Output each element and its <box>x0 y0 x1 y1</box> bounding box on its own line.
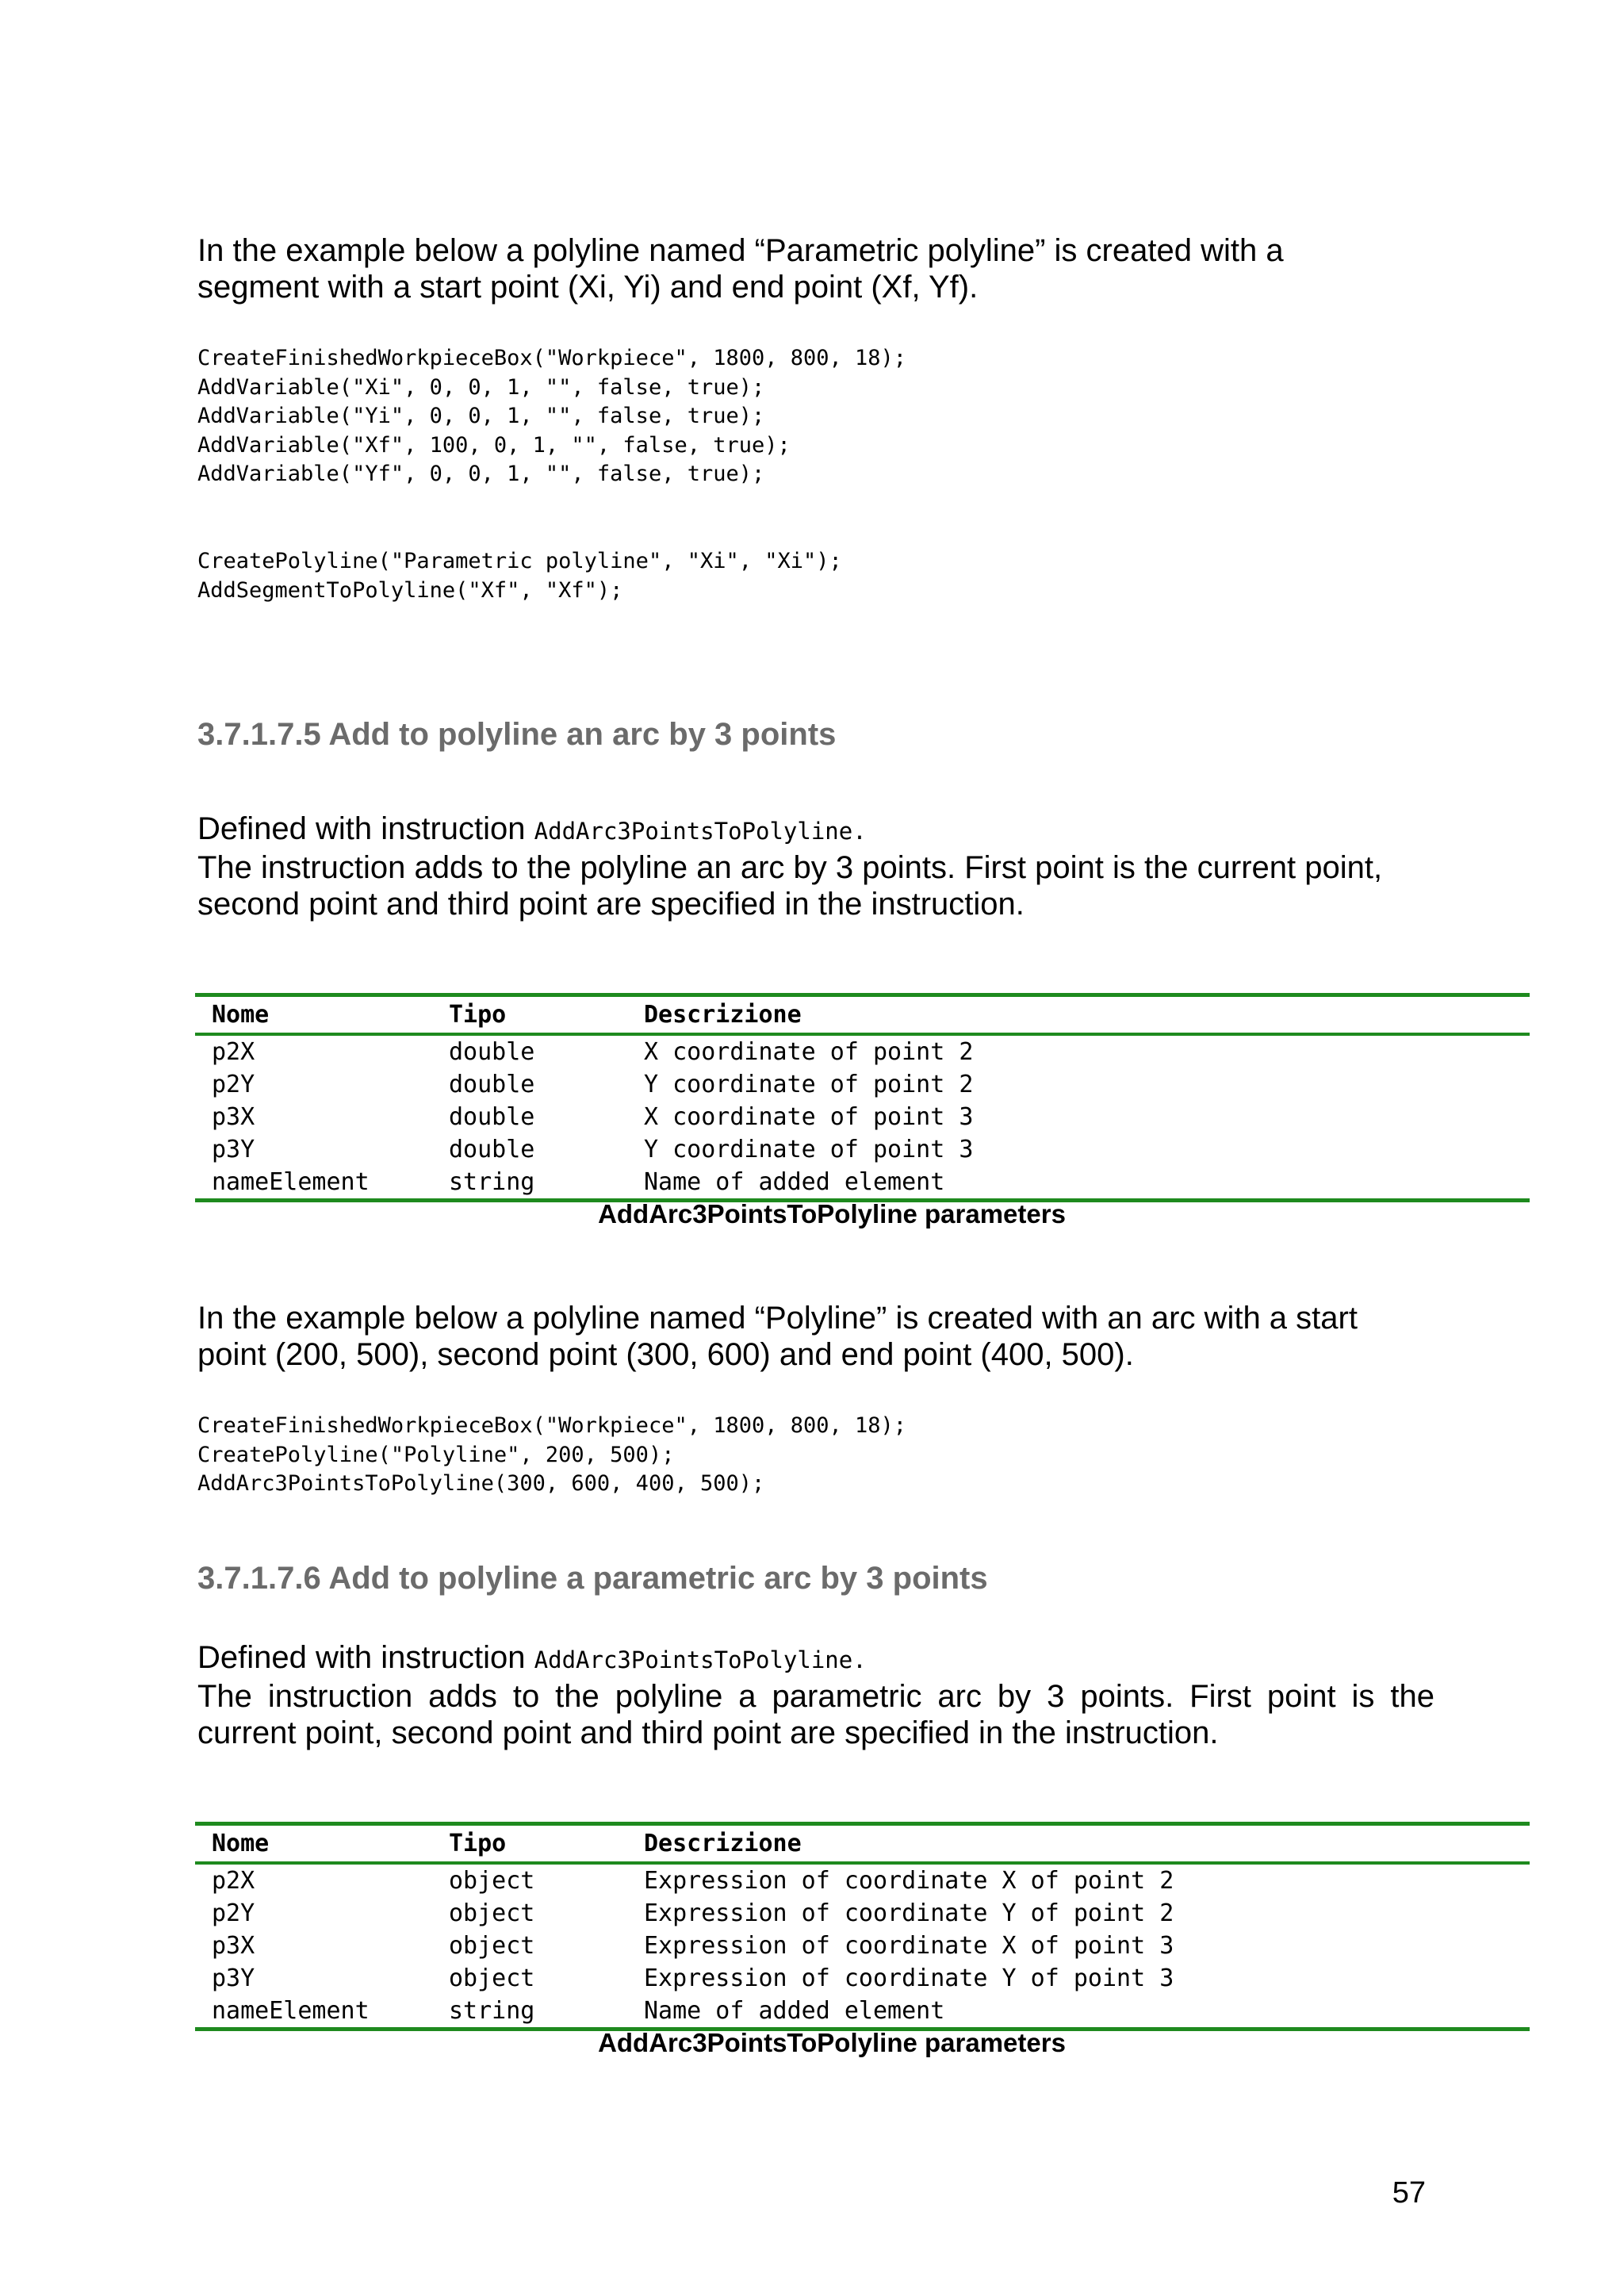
param-description: Name of added element <box>644 1168 945 1196</box>
instruction-name: AddArc3PointsToPolyline. <box>534 1646 867 1673</box>
param-type: double <box>449 1038 535 1066</box>
param-type: double <box>449 1071 535 1098</box>
header-descrizione: Descrizione <box>644 1830 802 1857</box>
param-name: p2Y <box>212 1899 255 1927</box>
instruction-name: AddArc3PointsToPolyline. <box>534 818 867 845</box>
parameters-table-arc <box>195 993 1530 1202</box>
param-name: p3X <box>212 1932 255 1960</box>
param-name: p2X <box>212 1867 255 1895</box>
table-caption: AddArc3PointsToPolyline parameters <box>598 1199 1066 1228</box>
defined-with-line <box>197 1639 1434 1678</box>
header-nome: Nome <box>212 1830 270 1857</box>
example-line-2: point (200, 500), second point (300, 600) and end point (400, 500). <box>197 1337 1134 1372</box>
section6-desc-line-2: current point, second point and third point are specified in the instruction. <box>197 1715 1219 1750</box>
param-description: Y coordinate of point 3 <box>644 1136 974 1163</box>
table-row <box>195 1865 1530 1897</box>
document-page <box>197 0 1530 2296</box>
section-heading-arc-3-points: 3.7.1.7.5 Add to polyline an arc by 3 points <box>197 717 837 752</box>
param-type: object <box>449 1932 535 1960</box>
table-row <box>195 1962 1530 1995</box>
table-row <box>195 1101 1530 1133</box>
param-name: p2Y <box>212 1071 255 1098</box>
param-type: string <box>449 1168 535 1196</box>
intro-paragraph <box>197 232 1284 305</box>
parameters-table-parametric-arc <box>195 1822 1530 2031</box>
table-header-row <box>195 1826 1530 1865</box>
param-name: nameElement <box>212 1168 370 1196</box>
section5-example-paragraph <box>197 1300 1358 1373</box>
param-description: Y coordinate of point 2 <box>644 1071 974 1098</box>
param-description: Expression of coordinate X of point 2 <box>644 1867 1174 1895</box>
code-block-arc-example: CreateFinishedWorkpieceBox("Workpiece", 1800, 800, 18); CreatePolyline("Polyline", 200, 500); AddArc3PointsToPolyline(300, 600, 400, 500); <box>197 1413 907 1496</box>
section5-description <box>197 811 1382 922</box>
param-type: object <box>449 1964 535 1992</box>
example-line-1: In the example below a polyline named “Polyline” is created with an arc with a start <box>197 1301 1358 1336</box>
table-row <box>195 1930 1530 1962</box>
table-row <box>195 1133 1530 1166</box>
header-descrizione: Descrizione <box>644 1001 802 1029</box>
param-type: double <box>449 1136 535 1163</box>
param-name: p3X <box>212 1103 255 1131</box>
defined-with-line <box>197 811 1382 849</box>
defined-prefix: Defined with instruction <box>197 1640 534 1675</box>
param-description: X coordinate of point 2 <box>644 1038 974 1066</box>
param-type: string <box>449 1997 535 2025</box>
param-name: p3Y <box>212 1136 255 1163</box>
table-row <box>195 1068 1530 1101</box>
param-description: X coordinate of point 3 <box>644 1103 974 1131</box>
table-caption: AddArc3PointsToPolyline parameters <box>598 2028 1066 2057</box>
param-description: Expression of coordinate Y of point 3 <box>644 1964 1174 1992</box>
param-type: object <box>449 1899 535 1927</box>
param-name: p3Y <box>212 1964 255 1992</box>
defined-prefix: Defined with instruction <box>197 811 534 846</box>
param-name: p2X <box>212 1038 255 1066</box>
table-row <box>195 1897 1530 1930</box>
section5-desc-line-1: The instruction adds to the polyline an arc by 3 points. First point is the current point, <box>197 850 1383 885</box>
header-nome: Nome <box>212 1001 270 1029</box>
table-row <box>195 1036 1530 1068</box>
table-row <box>195 1166 1530 1198</box>
header-tipo: Tipo <box>449 1001 507 1029</box>
table-row <box>195 1995 1530 2027</box>
section-heading-parametric-arc: 3.7.1.7.6 Add to polyline a parametric arc by 3 points <box>197 1561 988 1596</box>
intro-line-1: In the example below a polyline named “Parametric polyline” is created with a <box>197 233 1284 268</box>
code-block-variables: CreateFinishedWorkpieceBox("Workpiece", 1800, 800, 18); AddVariable("Xi", 0, 0, 1, "", false, true); AddVariable("Yi", 0, 0, 1, "", false, true); AddVariable("Xf", 100, 0, 1, "", false, true); AddVariable("Yf", 0, 0, 1, "", false, true); <box>197 346 907 486</box>
param-description: Expression of coordinate X of point 3 <box>644 1932 1174 1960</box>
intro-line-2: segment with a start point (Xi, Yi) and end point (Xf, Yf). <box>197 270 979 305</box>
section6-desc-text-1: The instruction adds to the polyline a parametric arc by 3 points. First point is the <box>197 1679 1434 1714</box>
code-block-polyline: CreatePolyline("Parametric polyline", "Xi", "Xi"); AddSegmentToPolyline("Xf", "Xf"); <box>197 549 842 603</box>
param-description: Name of added element <box>644 1997 945 2025</box>
header-tipo: Tipo <box>449 1830 507 1857</box>
section5-desc-line-2: second point and third point are specified in the instruction. <box>197 887 1025 922</box>
section6-description <box>197 1639 1434 1751</box>
param-description: Expression of coordinate Y of point 2 <box>644 1899 1174 1927</box>
param-name: nameElement <box>212 1997 370 2025</box>
table-header-row <box>195 997 1530 1036</box>
param-type: double <box>449 1103 535 1131</box>
param-type: object <box>449 1867 535 1895</box>
page-number: 57 <box>1392 2176 1426 2210</box>
